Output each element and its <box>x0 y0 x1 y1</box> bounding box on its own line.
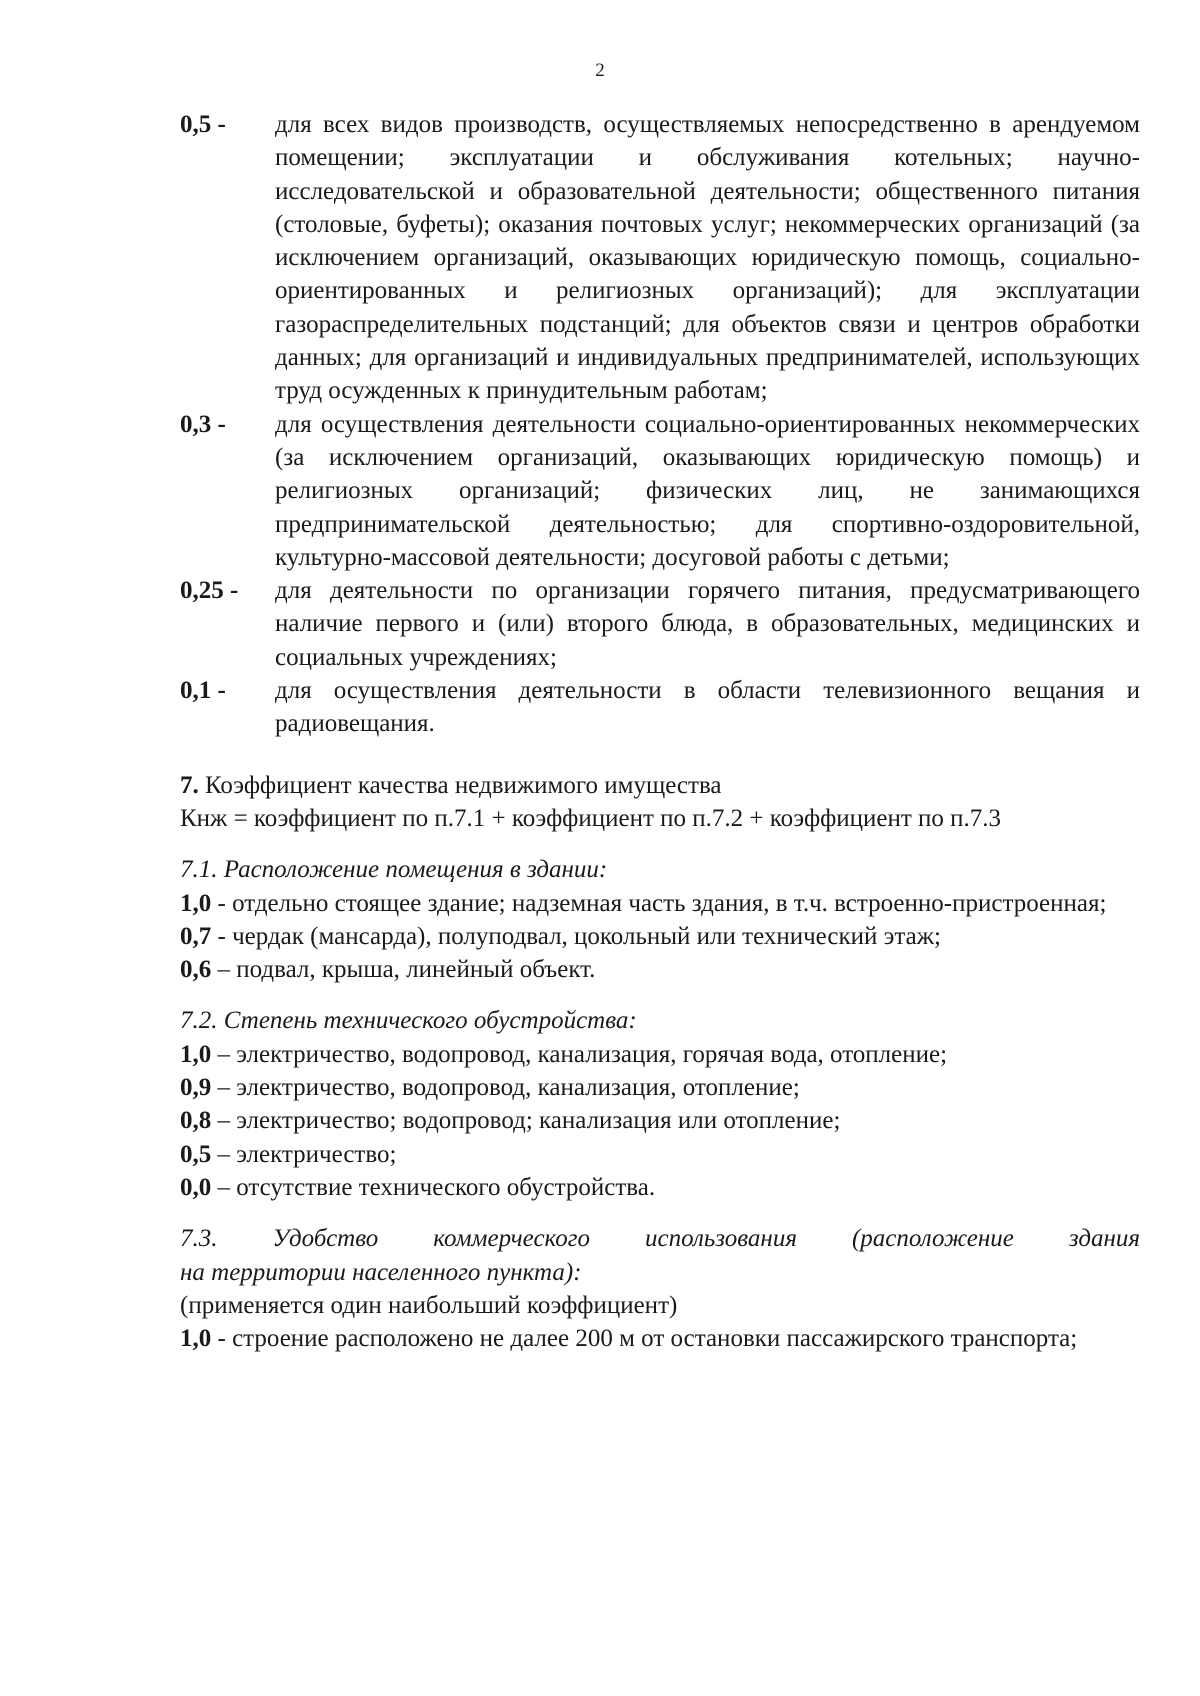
document-body <box>180 108 1140 1355</box>
section-7-1-item <box>180 887 1140 920</box>
item-value: 0,6 <box>180 956 212 984</box>
item-value: 0,9 <box>180 1074 212 1102</box>
section-7-2-item <box>180 1138 1140 1171</box>
coefficient-value: 0,1 - <box>180 677 226 705</box>
section-7-1-item <box>180 953 1140 986</box>
section-7-3 <box>180 1222 1140 1355</box>
section-7-title-text: Коэффициент качества недвижимого имущества <box>198 771 722 799</box>
section-7-1 <box>180 853 1140 986</box>
item-value: 0,7 <box>180 922 212 950</box>
item-value: 0,5 <box>180 1140 212 1168</box>
section-7-1-item <box>180 920 1140 953</box>
section-7-2-item <box>180 1071 1140 1104</box>
section-7-2-item <box>180 1171 1140 1204</box>
section-7-3-heading-line-2: на территории населенного пункта): <box>180 1258 582 1286</box>
item-text: - чердак (мансарда), полуподвал, цокольный или технический этаж; <box>211 922 941 950</box>
item-value: 1,0 <box>180 1325 212 1353</box>
coefficient-item <box>180 674 1140 741</box>
coefficient-item <box>180 408 1140 574</box>
coefficient-item <box>180 108 1140 408</box>
section-7-2 <box>180 1004 1140 1204</box>
item-text: – отсутствие технического обустройства. <box>211 1173 656 1201</box>
section-7-number: 7. <box>180 771 199 799</box>
item-value: 0,0 <box>180 1173 212 1201</box>
section-7 <box>180 769 1140 836</box>
section-7-3-heading-line-1: 7.3. Удобство коммерческого использования (расположение здания <box>180 1225 1140 1253</box>
item-text: – электричество; водопровод; канализация или отопление; <box>211 1107 841 1135</box>
item-text: - отдельно стоящее здание; надземная часть здания, в т.ч. встроенно-пристроенная; <box>211 889 1107 917</box>
section-7-1-heading: 7.1. Расположение помещения в здании: <box>180 856 608 884</box>
section-7-2-item <box>180 1104 1140 1137</box>
coefficient-value: 0,3 - <box>180 410 226 438</box>
purpose-coefficient-list <box>180 108 1140 741</box>
item-text: – электричество, водопровод, канализация, горячая вода, отопление; <box>211 1040 948 1068</box>
section-7-3-item <box>180 1322 1140 1355</box>
coefficient-description: для деятельности по организации горячего питания, предусматривающего наличие первого и (или) второго блюда, в образовательных, медицинских и социальных учреждениях; <box>275 577 1140 671</box>
coefficient-item <box>180 574 1140 674</box>
coefficient-description: для осуществления деятельности социально-ориентированных некоммерческих (за исключением организаций, оказывающих юридическую помощь) и религиозных организаций; физических лиц, не занимающихся предпринимательской деятельностью; для спортивно-оздоровительной, культурно-массовой деятельности; досуговой работы с детьми; <box>275 410 1140 571</box>
item-text: – электричество; <box>211 1140 397 1168</box>
item-text: – электричество, водопровод, канализация, отопление; <box>211 1074 800 1102</box>
section-7-title <box>180 769 1140 802</box>
coefficient-value: 0,25 - <box>180 577 239 605</box>
item-text: – подвал, крыша, линейный объект. <box>211 956 596 984</box>
section-7-2-item <box>180 1038 1140 1071</box>
item-text: - строение расположено не далее 200 м от остановки пассажирского транспорта; <box>211 1325 1078 1353</box>
section-7-2-heading: 7.2. Степень технического обустройства: <box>180 1007 637 1035</box>
item-value: 1,0 <box>180 889 212 917</box>
item-value: 0,8 <box>180 1107 212 1135</box>
coefficient-value: 0,5 - <box>180 111 226 138</box>
item-value: 1,0 <box>180 1040 212 1068</box>
section-7-formula: Кнж = коэффициент по п.7.1 + коэффициент по п.7.2 + коэффициент по п.7.3 <box>180 804 1002 832</box>
coefficient-description: для осуществления деятельности в области телевизионного вещания и радиовещания. <box>275 677 1140 738</box>
section-7-3-note: (применяется один наибольший коэффициент) <box>180 1291 678 1319</box>
page-number: 2 <box>595 60 605 81</box>
coefficient-description: для всех видов производств, осуществляемых непосредственно в арендуемом помещении; эксплуатации и обслуживания котельных; научно-исследовательской и образовательной деятельности; общественного питания (столовые, буфеты); оказания почтовых услуг; некоммерческих организаций (за исключением организаций, оказывающих юридическую помощь, социально-ориентированных и религиозных организаций); для эксплуатации газораспределительных подстанций; для объектов связи и центров обработки данных; для организаций и индивидуальных предпринимателей, использующих труд осужденных к принудительным работам; <box>275 111 1140 405</box>
